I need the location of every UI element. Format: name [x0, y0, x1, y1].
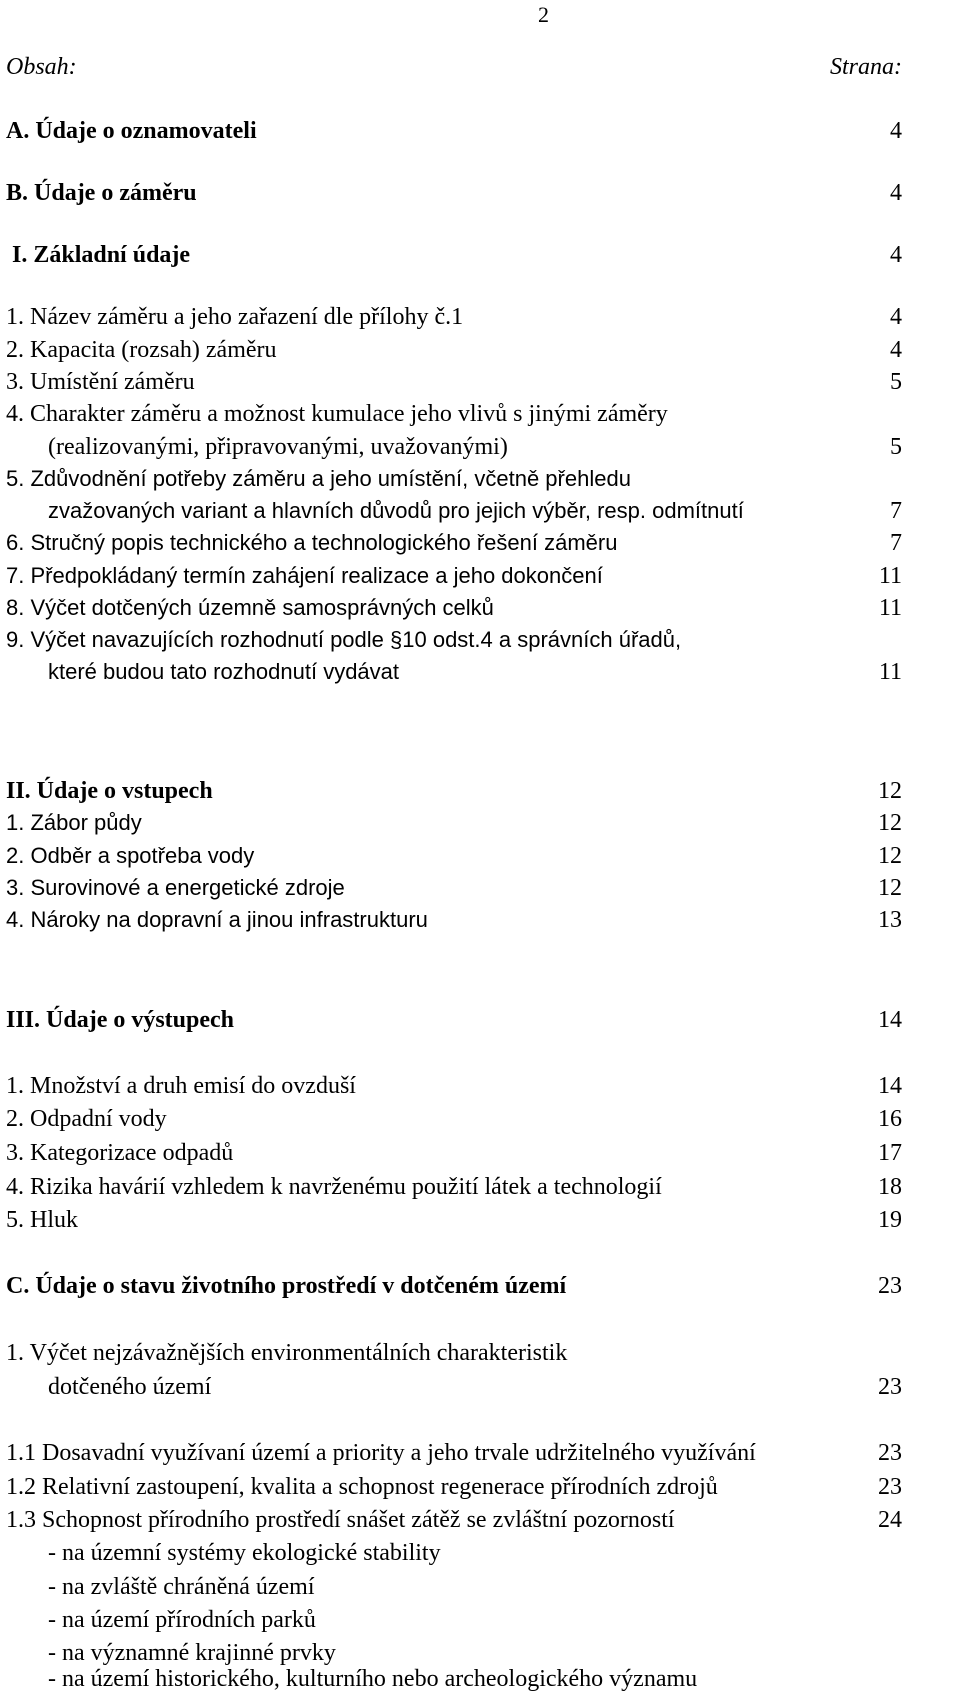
toc-entry-title: 3. Surovinové a energetické zdroje: [6, 875, 345, 900]
toc-entry-title: 4. Nároky na dopravní a jinou infrastrukturu: [6, 907, 428, 932]
toc-entry[interactable]: [6, 873, 902, 903]
toc-title: Obsah:: [6, 54, 77, 80]
toc-entry-title: III. Údaje o výstupech: [6, 1007, 235, 1033]
toc-entry-page: 12: [878, 843, 902, 869]
toc-entry-continuation[interactable]: [6, 657, 902, 687]
toc-entry-title: 1. Množství a druh emisí do ovzduší: [6, 1073, 356, 1099]
toc-entry[interactable]: [6, 399, 902, 429]
toc-entry-title: - na územní systémy ekologické stability: [48, 1540, 441, 1566]
toc-entry[interactable]: [6, 1505, 902, 1535]
toc-entry-page: 23: [878, 1440, 902, 1466]
toc-entry-page: 4: [890, 304, 902, 330]
toc-entry-page: 14: [878, 1073, 902, 1099]
toc-entry[interactable]: [6, 905, 902, 935]
toc-entry-page: 23: [878, 1474, 902, 1500]
toc-entry-page: 4: [890, 180, 902, 206]
toc-entry-continuation[interactable]: [6, 496, 902, 526]
toc-entry-title: 8. Výčet dotčených územně samosprávných celků: [6, 595, 494, 620]
toc-entry-title: 1.3 Schopnost přírodního prostředí snášet zátěž se zvláštní pozorností: [6, 1507, 675, 1533]
toc-entry[interactable]: [6, 1338, 902, 1368]
toc-entry-page: 5: [890, 434, 902, 460]
toc-entry[interactable]: [6, 335, 902, 365]
toc-entry-page: 12: [878, 810, 902, 836]
toc-entry-page: 23: [878, 1273, 902, 1299]
toc-entry-page: 11: [878, 659, 902, 685]
toc-entry-page: 14: [878, 1007, 902, 1033]
toc-entry-iii[interactable]: [6, 1005, 902, 1035]
toc-entry-title: zvažovaných variant a hlavních důvodů pro jejich výběr, resp. odmítnutí: [48, 498, 744, 523]
toc-entry-title: I. Základní údaje: [12, 242, 191, 268]
toc-entry-ii[interactable]: [6, 776, 902, 806]
toc-entry-page: 4: [890, 242, 902, 268]
toc-subentry[interactable]: [6, 1572, 902, 1602]
toc-entry[interactable]: [6, 841, 902, 871]
toc-entry-title: dotčeného území: [48, 1374, 212, 1400]
toc-entry-page: 5: [890, 369, 902, 395]
toc-subentry[interactable]: [6, 1664, 902, 1694]
toc-entry-page: 24: [878, 1507, 902, 1533]
toc-entry-title: 1. Zábor půdy: [6, 810, 142, 835]
toc-entry-title: 1.2 Relativní zastoupení, kvalita a schopnost regenerace přírodních zdrojů: [6, 1474, 718, 1500]
page-column-label: Strana:: [830, 54, 902, 80]
toc-entry-title: 7. Předpokládaný termín zahájení realizace a jeho dokončení: [6, 563, 603, 588]
toc-entry[interactable]: [6, 561, 902, 591]
toc-entry[interactable]: [6, 1172, 902, 1202]
toc-entry-title: 5. Hluk: [6, 1207, 78, 1233]
toc-entry[interactable]: [6, 593, 902, 623]
toc-entry-i[interactable]: [6, 240, 902, 270]
toc-entry[interactable]: [6, 1438, 902, 1468]
toc-entry-title: - na území historického, kulturního nebo archeologického významu: [48, 1666, 698, 1692]
toc-entry-title: které budou tato rozhodnutí vydávat: [48, 659, 400, 684]
toc-entry-page: 23: [878, 1374, 902, 1400]
toc-entry-c[interactable]: [6, 1271, 902, 1301]
toc-entry[interactable]: [6, 1472, 902, 1502]
toc-entry-title: 2. Odpadní vody: [6, 1106, 167, 1132]
toc-entry-title: (realizovanými, připravovanými, uvažovanými): [48, 434, 508, 460]
toc-entry-page: 17: [878, 1140, 902, 1166]
toc-entry-title: II. Údaje o vstupech: [6, 778, 213, 804]
toc-entry-title: A. Údaje o oznamovateli: [6, 118, 257, 144]
toc-entry[interactable]: [6, 625, 902, 655]
toc-entry-title: - na území přírodních parků: [48, 1607, 316, 1633]
toc-entry-page: 13: [878, 907, 902, 933]
toc-entry-page: 4: [890, 337, 902, 363]
toc-subentry[interactable]: [6, 1538, 902, 1568]
toc-entry[interactable]: [6, 528, 902, 558]
toc-subentry[interactable]: [6, 1605, 902, 1635]
toc-entry[interactable]: [6, 808, 902, 838]
toc-entry-continuation[interactable]: [6, 1372, 902, 1402]
toc-entry-title: 2. Odběr a spotřeba vody: [6, 843, 255, 868]
toc-entry-title: 9. Výčet navazujících rozhodnutí podle §10 odst.4 a správních úřadů,: [6, 627, 682, 652]
toc-entry-page: 11: [878, 595, 902, 621]
toc-entry-title: 4. Charakter záměru a možnost kumulace jeho vlivů s jinými záměry: [6, 401, 668, 427]
toc-entry-title: 6. Stručný popis technického a technologického řešení záměru: [6, 530, 618, 555]
toc-entry-title: 3. Umístění záměru: [6, 369, 195, 395]
toc-entry-page: 11: [878, 563, 902, 589]
toc-entry-a[interactable]: [6, 116, 902, 146]
toc-entry-page: 4: [890, 118, 902, 144]
toc-entry-page: 18: [878, 1174, 902, 1200]
toc-entry[interactable]: [6, 302, 902, 332]
toc-entry-page: 7: [890, 498, 902, 524]
toc-entry[interactable]: [6, 1071, 902, 1101]
toc-entry-title: 2. Kapacita (rozsah) záměru: [6, 337, 277, 363]
toc-entry-title: 1.1 Dosavadní využívaní území a priority a jeho trvale udržitelného využívání: [6, 1440, 756, 1466]
toc-entry-title: 4. Rizika havárií vzhledem k navrženému použití látek a technologií: [6, 1174, 662, 1200]
toc-entry-title: 5. Zdůvodnění potřeby záměru a jeho umístění, včetně přehledu: [6, 466, 631, 491]
toc-entry-title: - na zvláště chráněná území: [48, 1574, 315, 1600]
toc-entry-page: 19: [878, 1207, 902, 1233]
toc-entry[interactable]: [6, 464, 902, 494]
toc-entry[interactable]: [6, 1104, 902, 1134]
toc-entry-title: 3. Kategorizace odpadů: [6, 1140, 234, 1166]
toc-entry[interactable]: [6, 1205, 902, 1235]
toc-entry-title: 1. Výčet nejzávažnějších environmentálních charakteristik: [6, 1340, 568, 1366]
toc-entry-page: 16: [878, 1106, 902, 1132]
toc-entry-title: B. Údaje o záměru: [6, 180, 197, 206]
toc-entry-page: 7: [890, 530, 902, 556]
toc-entry-title: - na významné krajinné prvky: [48, 1640, 336, 1666]
toc-entry-title: 1. Název záměru a jeho zařazení dle přílohy č.1: [6, 304, 464, 330]
toc-entry-b[interactable]: [6, 178, 902, 208]
toc-entry[interactable]: [6, 367, 902, 397]
toc-header: [6, 52, 902, 82]
page-number: 2: [538, 2, 549, 27]
toc-entry-title: C. Údaje o stavu životního prostředí v dotčeném území: [6, 1273, 567, 1299]
toc-entry-continuation[interactable]: [6, 432, 902, 462]
toc-entry-page: 12: [878, 875, 902, 901]
toc-entry[interactable]: [6, 1138, 902, 1168]
toc-entry-page: 12: [878, 778, 902, 804]
